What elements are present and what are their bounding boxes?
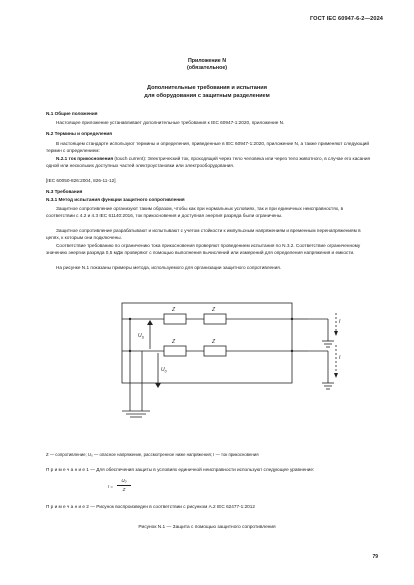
section-n31-para3: Соответствие требованию по ограничению тока прикосновения проверяют проведением испытания по N.3.2. Соответствие ограниченному значению энергии разряда 0,5 мДж проверяют с помощью выполнения вычислений или измерений для определения напряжения и емкости. — [46, 243, 361, 256]
figure-legend: Z — сопротивление; U₀ — опасное напряжение, рассмотренное ниже напряжения; I — ток прикосновения — [46, 452, 259, 457]
section-n31-para2: Защитное сопротивление разрабатывают и испытывают с учетом стойкости к импульсным напряжениям и временным перенапряжениям в цепях, к которым они подключены. — [46, 228, 361, 241]
page-number: 79 — [372, 554, 378, 560]
formula-numerator: U₀ — [121, 478, 127, 483]
resistor-z-upper-right — [204, 314, 226, 324]
annex-heading-line1: Дополнительные требования и испытания — [147, 85, 267, 91]
resistor-z-upper-left — [164, 314, 186, 324]
formula-denominator: Z — [122, 487, 126, 492]
annex-heading-line2: для оборудования с защитным разделением — [144, 93, 270, 99]
section-n21-definition — [46, 155, 370, 169]
standard-header: ГОСТ IEC 60947-6-2—2024 — [309, 16, 383, 22]
section-n2-title: N.2 Термины и определения — [46, 131, 113, 136]
annex-title: Приложение N — [187, 58, 227, 64]
term-definition: (touch current): Электрический ток, проходящий через тело человека или через тело животного, в случае его касания одной или нескольких доступных частей электроустановки или электрооборудования. — [46, 156, 371, 169]
label-z-upper-right: Z — [212, 307, 216, 313]
note-1-text: — Для обеспечения защиты в условиях единичной неисправности используют следующее уравнение: — [88, 467, 315, 472]
label-i-lower: I — [339, 355, 341, 361]
section-n21-reference: [IEC 60050-826:2004, 826-11-12] — [46, 178, 116, 183]
note-2-prefix: П р и м е ч а н и е 2 — [46, 504, 89, 509]
label-us: $U_S$ — [138, 333, 144, 340]
figure-n1-diagram — [46, 283, 370, 433]
section-n31-title: N.3.1 Метод испытания функции защитного сопротивления — [46, 197, 185, 202]
term-touch-current: N.2.1 ток прикосновения — [56, 156, 114, 161]
section-n31-para4: На рисунке N.1 показаны примеры метода, используемого для организации защитного сопротивления. — [56, 265, 282, 270]
note-2-text: — Рисунок воспроизведен в соответствии с рисунком А.2 IEC 62477-1:2012 — [88, 504, 255, 509]
label-z-upper-left: Z — [172, 307, 176, 313]
label-u0: $U_0$ — [161, 367, 167, 374]
note-1 — [46, 466, 370, 473]
label-i-upper: I — [339, 319, 341, 325]
section-n2-text: В настоящем стандарте используют термины и определения, приведенные в IEC 60947-1:2020, приложение N, а также применяют следующий термин с определением: — [46, 141, 370, 154]
resistor-z-lower-right — [204, 346, 226, 356]
formula-lhs: I = — [108, 484, 113, 489]
section-n1-title: N.1 Общие положения — [46, 111, 98, 116]
equipment-enclosure — [122, 303, 292, 383]
note-2 — [46, 503, 370, 510]
label-z-lower-right: Z — [212, 339, 216, 345]
label-z-lower-left: Z — [172, 339, 176, 345]
figure-caption: Рисунок N.1 — Защита с помощью защитного сопротивления — [138, 525, 276, 530]
resistor-z-lower-left — [164, 346, 186, 356]
section-n1-text: Настоящее приложение устанавливает дополнительные требования к IEC 60947-1:2020, приложение N. — [56, 120, 285, 125]
annex-status: (обязательное) — [186, 65, 228, 71]
section-n31-para1: Защитное сопротивление организуют таким образом, чтобы как при нормальных условиях, так и при единичных неисправностях, в соответствии с 4.2 и 4.3 IEC 61140:2016, ток прикосновения и доступная энергия разряда были ограничены. — [46, 206, 344, 219]
formula-fraction-bar — [117, 485, 131, 486]
section-n3-title: N.3 Требования — [46, 189, 83, 194]
note-1-prefix: П р и м е ч а н и е 1 — [46, 467, 89, 472]
